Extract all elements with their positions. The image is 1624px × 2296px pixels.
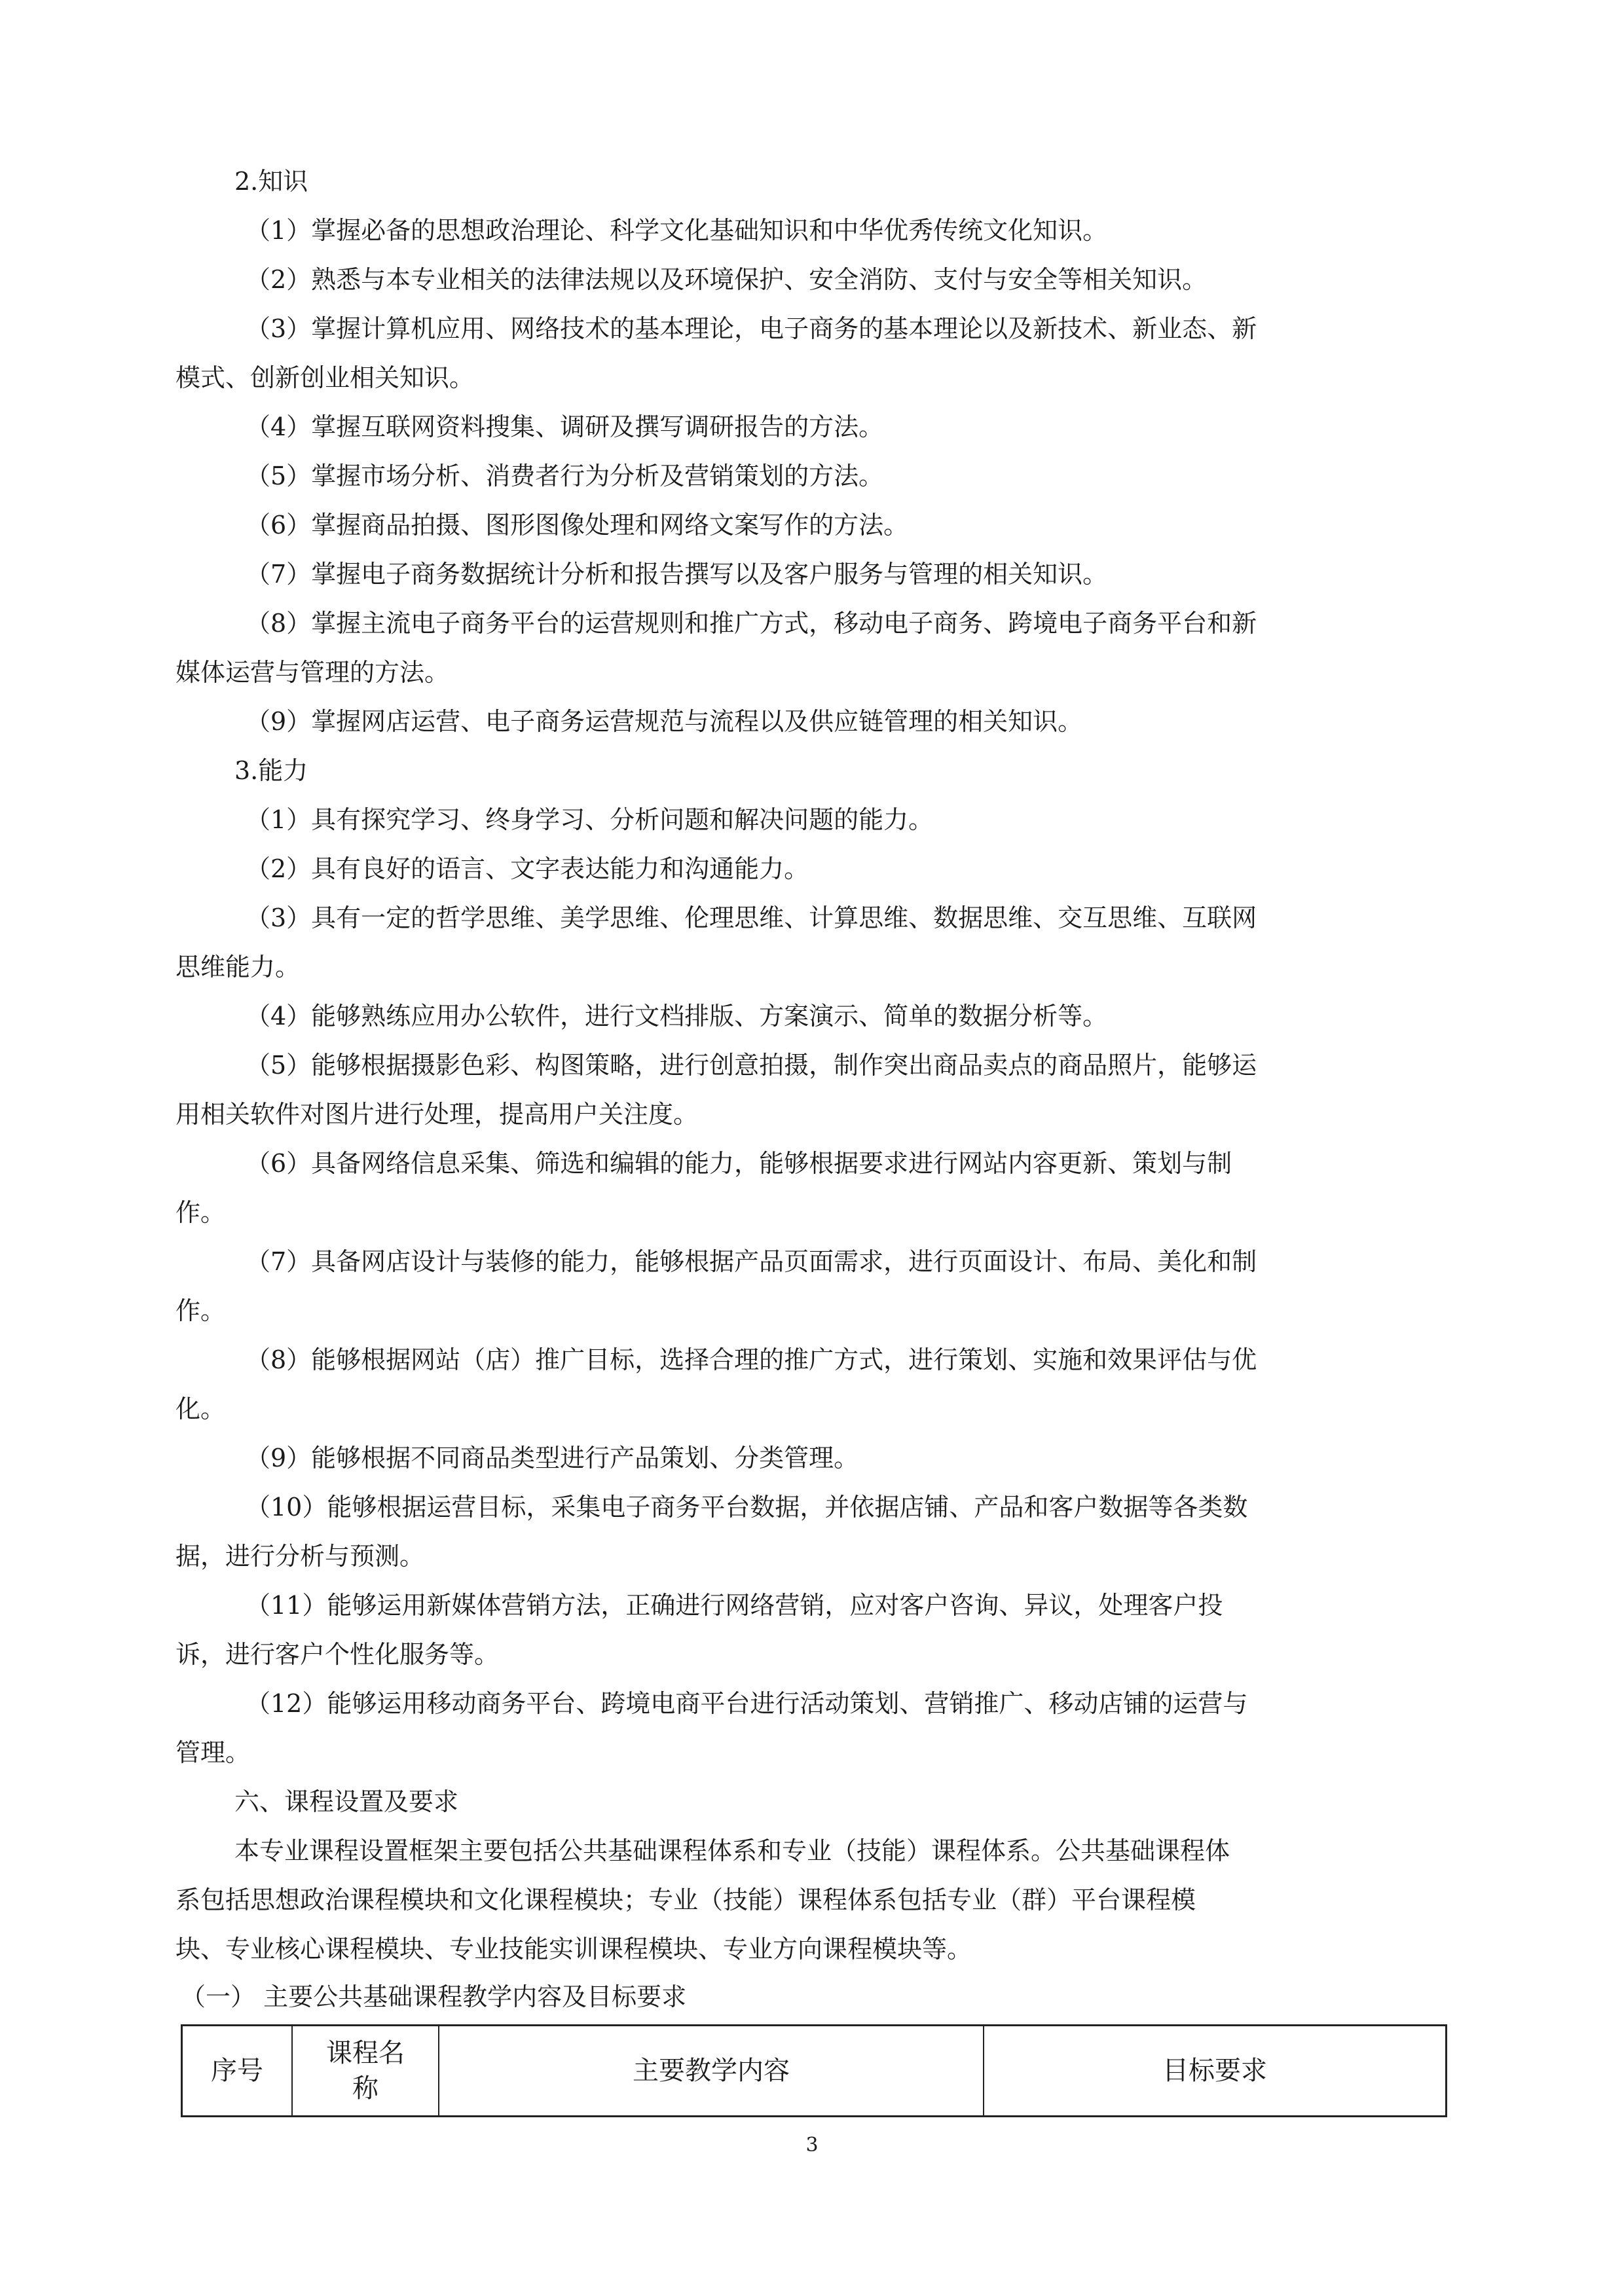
knowledge-item-4: （4）掌握互联网资料搜集、调研及撰写调研报告的方法。 <box>246 412 884 441</box>
knowledge-item-3-cont: 模式、创新创业相关知识。 <box>175 363 475 392</box>
knowledge-item-5: （5）掌握市场分析、消费者行为分析及营销策划的方法。 <box>246 462 884 490</box>
ability-item-6-cont: 作。 <box>175 1198 226 1227</box>
knowledge-item-6: （6）掌握商品拍摄、图形图像处理和网络文案写作的方法。 <box>246 511 909 539</box>
ability-item-5-cont: 用相关软件对图片进行处理，提高用户关注度。 <box>175 1100 699 1129</box>
ability-item-4: （4）能够熟练应用办公软件，进行文档排版、方案演示、简单的数据分析等。 <box>246 1002 1108 1030</box>
header-cell-content: 主要教学内容 <box>439 2026 984 2115</box>
ability-item-12: （12）能够运用移动商务平台、跨境电商平台进行活动策划、营销推广、移动店铺的运营与 <box>246 1689 1248 1718</box>
knowledge-item-2: （2）熟悉与本专业相关的法律法规以及环境保护、安全消防、支付与安全等相关知识。 <box>246 265 1208 294</box>
knowledge-item-9: （9）掌握网店运营、电子商务运营规范与流程以及供应链管理的相关知识。 <box>246 707 1083 736</box>
section-heading-courses: 六、课程设置及要求 <box>234 1787 459 1816</box>
ability-item-5: （5）能够根据摄影色彩、构图策略，进行创意拍摄，制作突出商品卖点的商品照片，能够运 <box>246 1051 1257 1080</box>
ability-item-10: （10）能够根据运营目标，采集电子商务平台数据，并依据店铺、产品和客户数据等各类数 <box>246 1493 1248 1522</box>
courses-paragraph-line-3: 块、专业核心课程模块、专业技能实训课程模块、专业方向课程模块等。 <box>175 1935 972 1963</box>
knowledge-item-8-cont: 媒体运营与管理的方法。 <box>175 658 450 687</box>
ability-item-8-cont: 化。 <box>175 1394 226 1423</box>
ability-item-7: （7）具备网店设计与装修的能力，能够根据产品页面需求，进行页面设计、布局、美化和制 <box>246 1247 1257 1276</box>
ability-item-2: （2）具有良好的语言、文字表达能力和沟通能力。 <box>246 854 809 883</box>
header-cell-course-name: 课程名称 <box>293 2026 439 2115</box>
ability-item-8: （8）能够根据网站（店）推广目标，选择合理的推广方式，进行策划、实施和效果评估与优 <box>246 1345 1257 1374</box>
header-cell-number: 序号 <box>183 2026 293 2115</box>
ability-item-7-cont: 作。 <box>175 1296 226 1325</box>
section-heading-ability: 3.能力 <box>234 756 308 785</box>
ability-item-11-cont: 诉，进行客户个性化服务等。 <box>175 1640 500 1669</box>
table-caption: （一） 主要公共基础课程教学内容及目标要求 <box>181 1982 687 2011</box>
ability-item-3: （3）具有一定的哲学思维、美学思维、伦理思维、计算思维、数据思维、交互思维、互联网 <box>246 903 1257 932</box>
ability-item-11: （11）能够运用新媒体营销方法，正确进行网络营销，应对客户咨询、异议，处理客户投 <box>246 1591 1223 1620</box>
knowledge-item-8: （8）掌握主流电子商务平台的运营规则和推广方式，移动电子商务、跨境电子商务平台和新 <box>246 609 1257 638</box>
ability-item-6: （6）具备网络信息采集、筛选和编辑的能力，能够根据要求进行网站内容更新、策划与制 <box>246 1149 1232 1178</box>
ability-item-12-cont: 管理。 <box>175 1738 251 1767</box>
header-cell-goals: 目标要求 <box>1162 2056 1267 2086</box>
ability-item-9: （9）能够根据不同商品类型进行产品策划、分类管理。 <box>246 1444 859 1472</box>
ability-item-10-cont: 据，进行分析与预测。 <box>175 1542 425 1571</box>
knowledge-item-7: （7）掌握电子商务数据统计分析和报告撰写以及客户服务与管理的相关知识。 <box>246 560 1108 589</box>
courses-paragraph-line-1: 本专业课程设置框架主要包括公共基础课程体系和专业（技能）课程体系。公共基础课程体 <box>234 1836 1230 1865</box>
courses-paragraph-line-2: 系包括思想政治课程模块和文化课程模块；专业（技能）课程体系包括专业（群）平台课程模 <box>175 1886 1196 1914</box>
section-heading-knowledge: 2.知识 <box>234 167 308 196</box>
ability-item-3-cont: 思维能力。 <box>175 953 301 981</box>
page-number: 3 <box>805 2134 819 2157</box>
knowledge-item-3: （3）掌握计算机应用、网络技术的基本理论，电子商务的基本理论以及新技术、新业态、新 <box>246 314 1257 343</box>
knowledge-item-1: （1）掌握必备的思想政治理论、科学文化基础知识和中华优秀传统文化知识。 <box>246 216 1108 245</box>
ability-item-1: （1）具有探究学习、终身学习、分析问题和解决问题的能力。 <box>246 805 934 834</box>
course-table-header <box>181 2024 1447 2117</box>
